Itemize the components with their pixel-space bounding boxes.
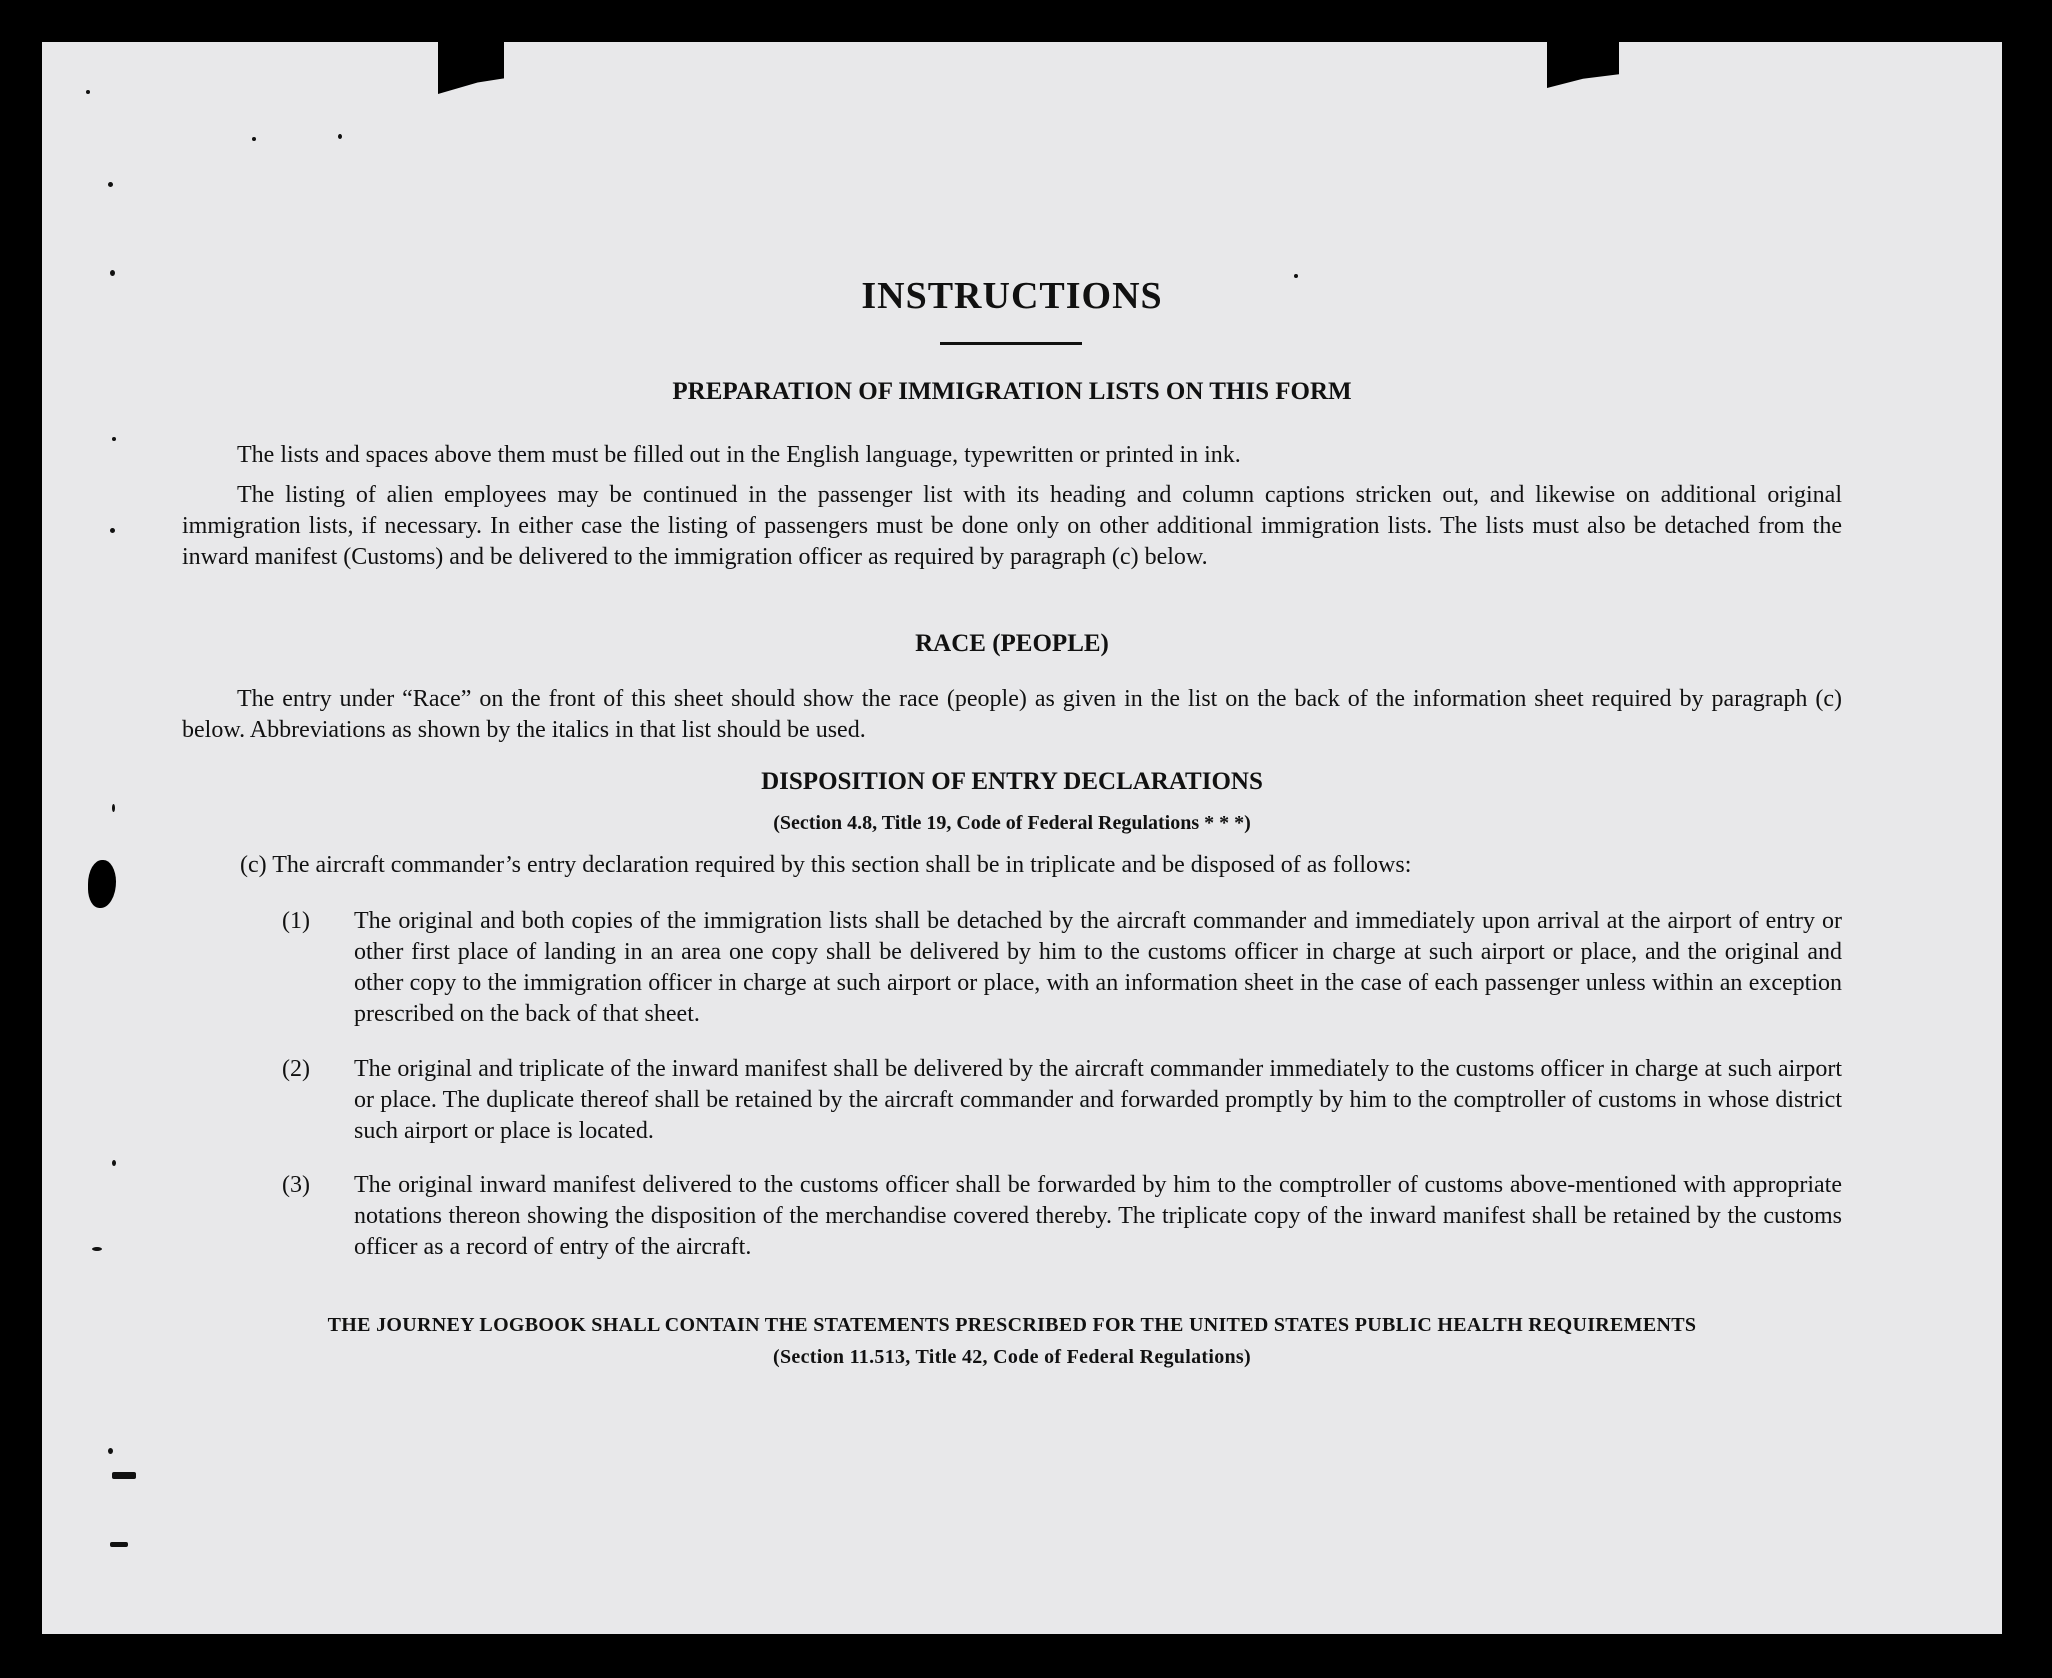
margin-speck <box>92 1247 102 1251</box>
list-item <box>282 906 1842 1030</box>
heading-disposition: DISPOSITION OF ENTRY DECLARATIONS <box>761 768 1263 795</box>
title-rule <box>940 342 1082 345</box>
margin-speck <box>110 1542 128 1547</box>
footer-statement: THE JOURNEY LOGBOOK SHALL CONTAIN THE STATEMENTS PRESCRIBED FOR THE UNITED STATES PUBLIC HEALTH REQUIREMENTS <box>327 1314 1697 1336</box>
margin-speck <box>110 270 115 276</box>
list-item-text: The original and triplicate of the inward manifest shall be delivered by the aircraft commander immediately to the customs officer in charge at such airport or place. The duplicate thereof shall be retained by the aircraft commander and forwarded promptly by him to the comptroller of customs in whose district such airport or place is located. <box>354 1056 1842 1144</box>
margin-speck <box>112 804 115 812</box>
paragraph-alien-employees: The listing of alien employees may be continued in the passenger list with its heading and column captions stricken out, and likewise on additional original immigration lists, if necessary. In either case the listing of passengers must be done only on other additional immigration lists. The lists must also be detached from the inward manifest (Customs) and be delivered to the immigration officer as required by paragraph (c) below. <box>182 482 1842 570</box>
list-item <box>282 1170 1842 1263</box>
list-item-text: The original and both copies of the immigration lists shall be detached by the aircraft commander and immediately upon arrival at the airport of entry or other first place of landing in an area one copy shall be delivered by him to the customs officer in charge at such airport or place, and the original and other copy to the immigration officer in charge at such airport or place, with an information sheet in the case of each passenger unless within an exception prescribed on the back of that sheet. <box>354 908 1842 1027</box>
paragraph-language: The lists and spaces above them must be filled out in the English language, typewritten or printed in ink. <box>237 442 1241 468</box>
margin-speck <box>110 528 115 533</box>
list-item-number: (2) <box>282 1056 310 1082</box>
citation-title-19: (Section 4.8, Title 19, Code of Federal Regulations * * *) <box>773 812 1251 834</box>
footer-citation: (Section 11.513, Title 42, Code of Federal Regulations) <box>773 1346 1251 1368</box>
heading-race: RACE (PEOPLE) <box>915 630 1109 657</box>
margin-speck <box>108 1448 113 1454</box>
page-notch-left <box>438 42 504 94</box>
margin-speck <box>252 137 256 141</box>
page-notch-right <box>1547 42 1619 88</box>
paragraph-race: The entry under “Race” on the front of this sheet should show the race (people) as given in the list on the back of the information sheet required by paragraph (c) below. Abbreviations as shown by the italics in that list should be used. <box>182 686 1842 743</box>
margin-speck <box>112 1472 136 1479</box>
page-title: INSTRUCTIONS <box>861 275 1163 317</box>
list-item-number: (1) <box>282 908 310 934</box>
list-item <box>282 1054 1842 1147</box>
paragraph-c-intro: (c) The aircraft commander’s entry declaration required by this section shall be in triplicate and be disposed of as follows: <box>240 852 1412 878</box>
heading-preparation: PREPARATION OF IMMIGRATION LISTS ON THIS FORM <box>672 378 1352 405</box>
margin-speck <box>86 90 90 94</box>
list-item-number: (3) <box>282 1172 310 1198</box>
margin-speck <box>112 437 116 441</box>
margin-speck <box>338 134 342 139</box>
ink-blot <box>88 860 116 908</box>
margin-speck <box>108 182 113 187</box>
document-page <box>42 42 2002 1634</box>
margin-speck <box>112 1160 116 1166</box>
list-item-text: The original inward manifest delivered to the customs officer shall be forwarded by him to the comptroller of customs above-mentioned with appropriate notations thereon showing the disposition of the merchandise covered thereby. The triplicate copy of the inward manifest shall be retained by the customs officer as a record of entry of the aircraft. <box>354 1172 1842 1260</box>
